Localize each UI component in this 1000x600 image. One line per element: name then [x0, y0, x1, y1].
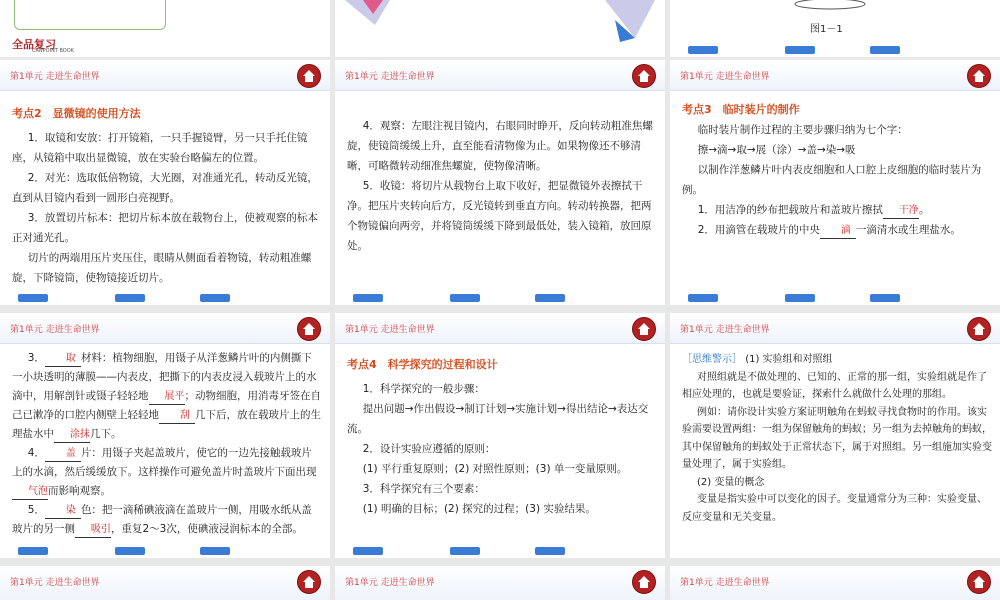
- home-button[interactable]: [632, 317, 656, 341]
- slide-bottom-right: [670, 566, 1000, 600]
- nav-next-button[interactable]: [785, 294, 815, 302]
- text-line: 3．放置切片标本：把切片标本放在载物台上，使被观察的标本正对通光孔。: [12, 212, 318, 244]
- home-button[interactable]: [632, 64, 656, 88]
- text-line: (2) 变量的概念: [697, 476, 765, 488]
- answer-blank: 涂抹: [54, 428, 90, 443]
- text-line: 4． 盖 片：用镊子夹起盖玻片，使它的一边先接触载玻片上的水滴，然后缓缓放下。这样操作可避免盖片时盖玻片下面出现气泡而影响观察。: [12, 444, 322, 501]
- text-line: 切片的两端用压片夹压住，眼睛从侧面看着物镜，转动粗准螺旋，下降镜筒，使物镜接近切片。: [12, 252, 312, 284]
- slide-top-left: [0, 0, 330, 57]
- nav-prev-button[interactable]: [688, 46, 718, 54]
- text-line: 1．取镜和安放：打开镜箱，一只手握镜臂，另一只手托住镜座，从镜箱中取出显微镜，放在实验台略偏左的位置。: [12, 132, 308, 164]
- slide-header-title: 第1单元 走进生命世界: [10, 72, 100, 82]
- nav-back-button[interactable]: [870, 46, 900, 54]
- text-line: 以制作洋葱鳞片叶内表皮细胞和人口腔上皮细胞的临时装片为例。: [682, 164, 982, 196]
- home-icon: [302, 575, 316, 589]
- warning-heading: ［思维警示］ (1) 实验组和对照组: [682, 354, 833, 365]
- publisher-logo-sub: CANPOINT BOOK: [32, 48, 74, 54]
- home-icon: [302, 322, 316, 336]
- nav-next-button[interactable]: [450, 547, 480, 555]
- slide-observe-collect: [335, 60, 665, 305]
- text-line: 变量是指实验中可以变化的因子。变量通常分为三种：实验变量、反应变量和无关变量。: [682, 494, 987, 523]
- answer-blank: 干净: [883, 204, 919, 219]
- text-line: 2．用滴管在载玻片的中央 滴 一滴清水或生理盐水。: [682, 220, 992, 240]
- answer-blank: 展平: [149, 390, 185, 405]
- slide-top-middle: [335, 0, 665, 57]
- section-title: 考点4 科学探究的过程和设计: [347, 358, 498, 371]
- slide-thinking-warning: [670, 313, 1000, 558]
- nav-next-button[interactable]: [115, 547, 145, 555]
- illustration-frame: [14, 0, 166, 30]
- home-icon: [637, 575, 651, 589]
- slide-temp-mount: [670, 60, 1000, 305]
- decorative-cube-icon: [335, 0, 665, 57]
- nav-back-button[interactable]: [535, 547, 565, 555]
- slide-mount-steps: [0, 313, 330, 558]
- answer-blank: 染: [45, 504, 81, 519]
- text-line: 对照组就是不做处理的、已知的、正常的那一组，实验组就是作了相应处理的，也就是要验证，探索什么就做什么处理的那组。: [682, 371, 987, 400]
- slide-header-title: 第1单元 走进生命世界: [10, 325, 100, 335]
- section-title: 考点3 临时装片的制作: [682, 103, 800, 116]
- nav-prev-button[interactable]: [688, 294, 718, 302]
- answer-blank: 盖: [45, 447, 81, 462]
- text-line: 4．观察：左眼注视目镜内，右眼同时睁开，反向转动粗准焦螺旋，使镜筒缓缓上升，直至能看清物像为止。如果物像还不够清晰，可略微转动细准焦螺旋，使物像清晰。: [347, 120, 653, 172]
- nav-next-button[interactable]: [785, 46, 815, 54]
- text-line: (1) 明确的目标；(2) 探究的过程；(3) 实验结果。: [362, 503, 596, 515]
- text-line: 2．对光：选取低倍物镜，大光圈，对准通光孔，转动反光镜，直到从目镜内看到一圆形白亮视野。: [12, 172, 318, 204]
- home-button[interactable]: [297, 317, 321, 341]
- slide-microscope-use: [0, 60, 330, 305]
- text-line: 3． 取 材料：植物细胞，用镊子从洋葱鳞片叶的内侧撕下一小块透明的薄膜——内表皮，把撕下的内表皮浸入载玻片上的水滴中，用解剖针或镊子轻轻地 展平；动物细胞，用消毒牙签在自己已漱净的口腔内侧壁上轻轻地 刮 几下后，放在载玻片上的生理盐水中 涂抹几下。: [12, 349, 322, 444]
- nav-next-button[interactable]: [115, 294, 145, 302]
- nav-back-button[interactable]: [200, 547, 230, 555]
- text-line: 2．设计实验应遵循的原则：: [362, 443, 496, 455]
- slide-inquiry-design: [335, 313, 665, 558]
- text-line: 提出问题→作出假设→制订计划→实施计划→得出结论→表达交流。: [347, 403, 649, 435]
- nav-prev-button[interactable]: [353, 547, 383, 555]
- slide-header-title: 第1单元 走进生命世界: [680, 325, 770, 335]
- text-line: 1．用洁净的纱布把载玻片和盖玻片擦拭 干净。: [682, 200, 992, 220]
- home-button[interactable]: [632, 570, 656, 594]
- microscope-base-figure: [670, 0, 1000, 20]
- answer-blank: 取: [45, 352, 81, 367]
- publisher-logo: 全品复习: [12, 38, 56, 51]
- answer-blank: 吸引: [75, 523, 111, 538]
- home-icon: [637, 322, 651, 336]
- home-icon: [972, 322, 986, 336]
- figure-caption: 图1－1: [810, 24, 843, 35]
- answer-blank: 滴: [820, 224, 856, 239]
- section-title: 考点2 显微镜的使用方法: [12, 107, 141, 120]
- home-icon: [972, 575, 986, 589]
- text-line: (1) 平行重复原则；(2) 对照性原则；(3) 单一变量原则。: [362, 463, 628, 475]
- home-button[interactable]: [967, 64, 991, 88]
- slide-header-title: 第1单元 走进生命世界: [345, 578, 435, 588]
- nav-prev-button[interactable]: [18, 547, 48, 555]
- home-icon: [637, 69, 651, 83]
- home-button[interactable]: [297, 64, 321, 88]
- home-button[interactable]: [297, 570, 321, 594]
- nav-back-button[interactable]: [200, 294, 230, 302]
- text-line: 1．科学探究的一般步骤：: [362, 383, 485, 395]
- text-line: 5．收镜：将切片从载物台上取下收好，把显微镜外表擦拭干净。把压片夹转向后方，反光镜转到垂直方向。转动转换器，把两个物镜偏向两旁，并将镜筒缓缓下降到最低处，装入镜箱，放回原处。: [347, 180, 652, 252]
- answer-blank: 刮: [159, 409, 195, 424]
- home-button[interactable]: [967, 317, 991, 341]
- text-line: 5． 染 色：把一滴稀碘液滴在盖玻片一侧，用吸水纸从盖玻片的另一侧 吸引，重复2～3次，使碘液浸润标本的全部。: [12, 501, 322, 539]
- nav-next-button[interactable]: [450, 294, 480, 302]
- text-line: 临时装片制作过程的主要步骤归纳为七个字：: [697, 124, 908, 136]
- text-line: 例如：请你设计实验方案证明触角在蚂蚁寻找食物时的作用。该实验需要设置两组：一组为保留触角的蚂蚁；另一组为去掉触角的蚂蚁，其中保留触角的蚂蚁处于正常状态下，属于对照组。另一组施加实验变量处理了，属于实验组。: [682, 406, 992, 470]
- nav-back-button[interactable]: [535, 294, 565, 302]
- nav-back-button[interactable]: [870, 294, 900, 302]
- text-line: 3．科学探究有三个要素：: [362, 483, 485, 495]
- nav-prev-button[interactable]: [353, 294, 383, 302]
- slide-header-title: 第1单元 走进生命世界: [345, 325, 435, 335]
- slide-header-title: 第1单元 走进生命世界: [10, 578, 100, 588]
- slide-header-title: 第1单元 走进生命世界: [680, 578, 770, 588]
- home-button[interactable]: [967, 570, 991, 594]
- answer-blank: 气泡: [12, 485, 48, 500]
- home-icon: [302, 69, 316, 83]
- slide-bottom-left: [0, 566, 330, 600]
- home-icon: [972, 69, 986, 83]
- slide-bottom-middle: [335, 566, 665, 600]
- slide-header-title: 第1单元 走进生命世界: [680, 72, 770, 82]
- nav-prev-button[interactable]: [18, 294, 48, 302]
- slide-top-right: [670, 0, 1000, 57]
- steps-line: 擦→滴→取→展（涂）→盖→染→吸: [697, 144, 856, 156]
- slide-header-title: 第1单元 走进生命世界: [345, 72, 435, 82]
